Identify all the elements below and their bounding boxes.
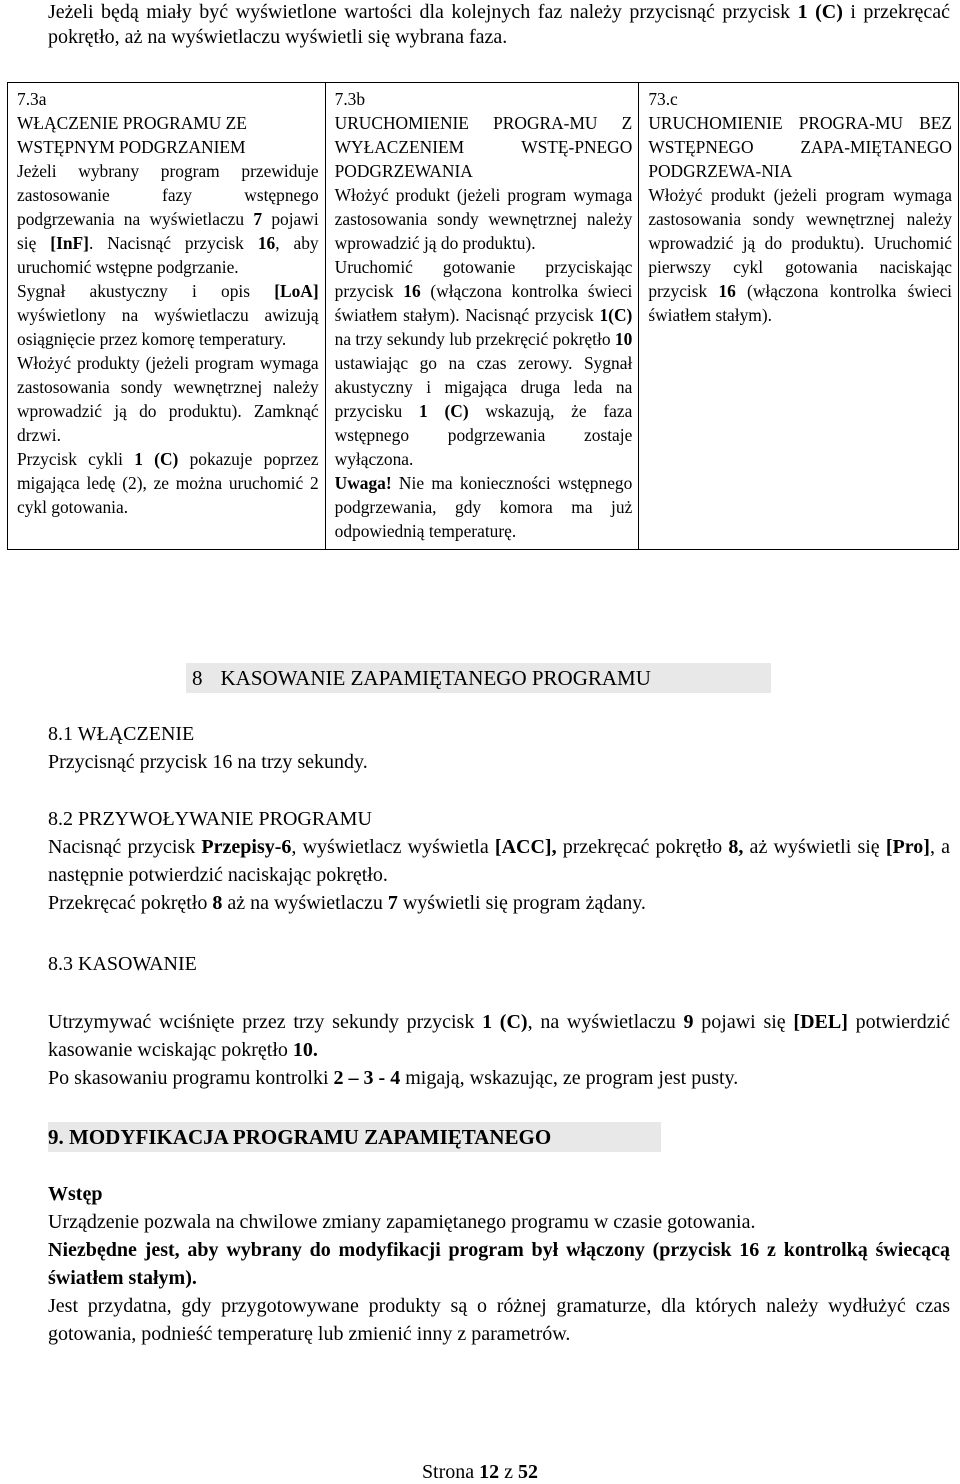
section-heading: WŁĄCZENIE PROGRAMU ZE WSTĘPNYM PODGRZANIEM xyxy=(17,113,247,157)
section-number: 73.c xyxy=(648,89,678,109)
subsection-heading: 8.1 WŁĄCZENIE xyxy=(48,723,195,745)
section-number: 7.3a xyxy=(17,89,47,109)
subsection-heading: Wstęp xyxy=(48,1183,103,1205)
paragraph: Przycisnąć przycisk 16 na trzy sekundy. xyxy=(48,751,368,773)
paragraph: Uwaga! Nie ma konieczności wstępnego podgrzewania, gdy komora ma już odpowiednią temperaturę. xyxy=(334,473,633,541)
page-footer: Strona 12 z 52 xyxy=(421,1461,539,1483)
section-8-3 xyxy=(48,1008,950,1092)
section-9 xyxy=(48,1180,950,1348)
paragraph: Niezbędne jest, aby wybrany do modyfikacji program był włączony (przycisk 16 z kontrolką świecącą światłem stałym). xyxy=(48,1239,950,1289)
section-heading: URUCHOMIENIE PROGRA-MU BEZ WSTĘPNEGO ZAPA-MIĘTANEGO PODGRZEWA-NIA xyxy=(648,113,952,181)
section-8-1 xyxy=(48,720,950,776)
column-7-3c xyxy=(639,83,959,550)
paragraph: Po skasowaniu programu kontrolki 2 – 3 - 4 migają, wskazując, ze program jest pusty. xyxy=(48,1067,739,1089)
program-start-table xyxy=(7,82,959,550)
paragraph: Jeżeli wybrany program przewiduje zastosowanie fazy wstępnego podgrzewania na wyświetlaczu 7 pojawi się [InF]. Nacisnąć przycisk 16, aby uruchomić wstępne podgrzanie. xyxy=(17,161,319,277)
paragraph: Włożyć produkt (jeżeli program wymaga zastosowania sondy wewnętrznej należy wprowadzić ją do produktu). xyxy=(334,185,633,253)
paragraph: Urządzenie pozwala na chwilowe zmiany zapamiętanego programu w czasie gotowania. xyxy=(48,1211,756,1233)
column-7-3b xyxy=(325,83,639,550)
subsection-heading: 8.2 PRZYWOŁYWANIE PROGRAMU xyxy=(48,808,372,830)
section-8-title: 8 KASOWANIE ZAPAMIĘTANEGO PROGRAMU xyxy=(186,663,771,693)
section-number: 7.3b xyxy=(334,89,366,109)
paragraph: Włożyć produkt (jeżeli program wymaga zastosowania sondy wewnętrznej należy wprowadzić ją do produktu). Uruchomić pierwszy cykl gotowania naciskając przycisk 16 (włączona kontrolka świeci światłem stałym). xyxy=(648,185,953,325)
page-total: 52 xyxy=(518,1461,539,1483)
paragraph: Przekręcać pokrętło 8 aż na wyświetlaczu 7 wyświetli się program żądany. xyxy=(48,892,646,914)
section-9-title: 9. MODYFIKACJA PROGRAMU ZAPAMIĘTANEGO xyxy=(48,1122,661,1152)
paragraph: Uruchomić gotowanie przyciskając przycisk 16 (włączona kontrolka świeci światłem stałym). Nacisnąć przycisk 1(C) na trzy sekundy lub przekręcić pokrętło 10 ustawiając go na czas zerowy. Sygnał akustyczny i migająca druga leda na przycisku 1 (C) wskazują, że faza wstępnego podgrzewania zostaje wyłączona. xyxy=(334,257,633,469)
paragraph: Włożyć produkty (jeżeli program wymaga zastosowania sondy wewnętrznej należy wprowadzić ją do produktu). Zamknąć drzwi. xyxy=(17,353,319,445)
section-8-2 xyxy=(48,805,950,917)
paragraph: Utrzymywać wciśnięte przez trzy sekundy przycisk 1 (C), na wyświetlaczu 9 pojawi się [DEL] potwierdzić kasowanie wciskając pokrętło 10. xyxy=(48,1011,951,1061)
page-number: 12 xyxy=(479,1461,500,1483)
paragraph: Przycisk cykli 1 (C) pokazuje poprzez migająca ledę (2), ze można uruchomić 2 cykl gotowania. xyxy=(17,449,319,517)
paragraph: Jest przydatna, gdy przygotowywane produkty są o różnej gramaturze, dla których należy wydłużyć czas gotowania, podnieść temperaturę lub zmienić inny z parametrów. xyxy=(48,1295,950,1345)
intro-paragraph: Jeżeli będą miały być wyświetlone wartości dla kolejnych faz należy przycisnąć przycisk 1 (C) i przekręcać pokrętło, aż na wyświetlaczu wyświetli się wybrana faza. xyxy=(48,1,951,48)
paragraph: Nacisnąć przycisk Przepisy-6, wyświetlacz wyświetla [ACC], przekręcać pokrętło 8, aż wyświetli się [Pro], a następnie potwierdzić naciskając pokrętło. xyxy=(48,836,951,886)
paragraph: Sygnał akustyczny i opis [LoA] wyświetlony na wyświetlaczu awizują osiągnięcie przez komorę temperatury. xyxy=(17,281,319,349)
column-7-3a xyxy=(8,83,326,550)
subsection-heading-8-3: 8.3 KASOWANIE xyxy=(48,953,197,975)
section-heading: URUCHOMIENIE PROGRA-MU Z WYŁACZENIEM WSTĘ-PNEGO PODGRZEWANIA xyxy=(334,113,633,181)
